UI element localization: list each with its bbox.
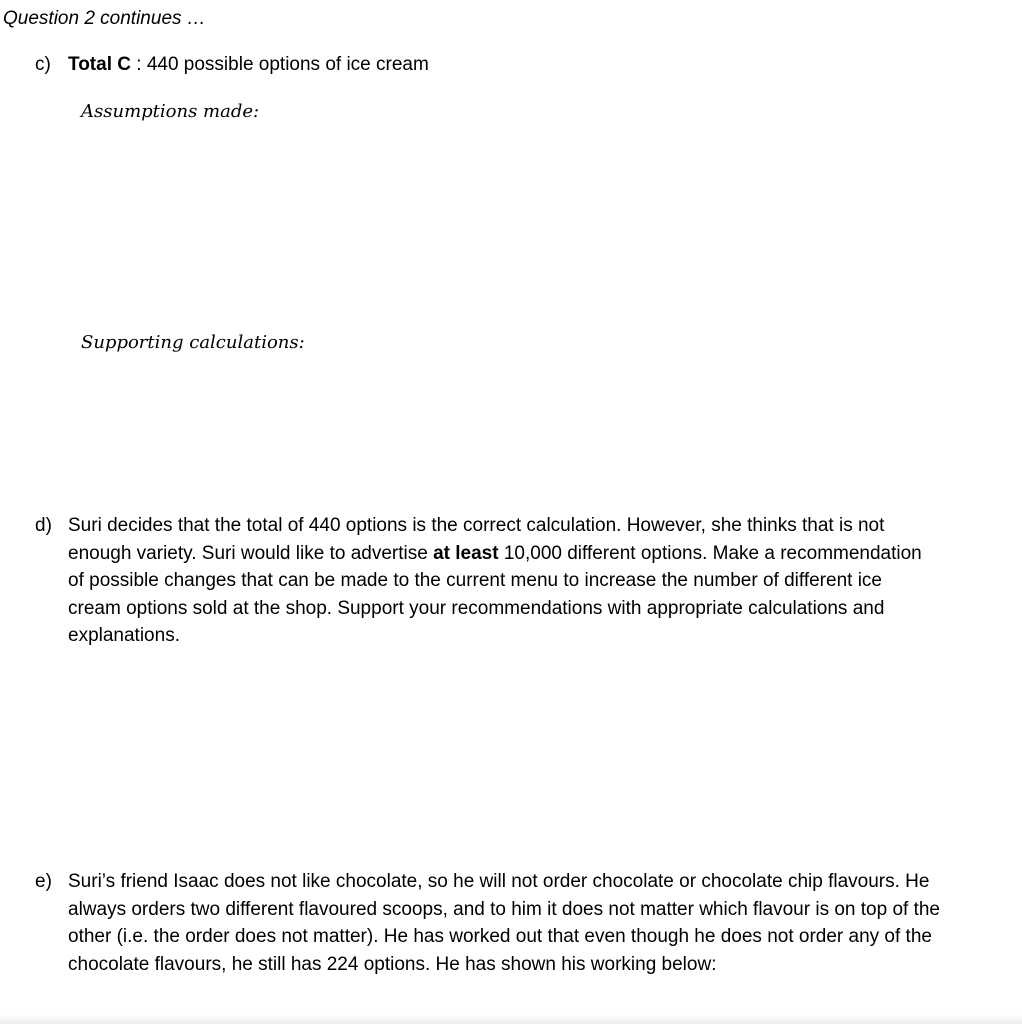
question-continues-heading: Question 2 continues … xyxy=(3,8,206,29)
part-e-label: e) xyxy=(35,871,52,892)
part-c-statement xyxy=(68,51,968,79)
part-d-statement xyxy=(68,512,938,650)
part-c-text: : 440 possible options of ice cream xyxy=(130,54,429,75)
part-d-text-after: 10,000 different options. Make a recommendation of possible changes that can be made to the current menu to increase the number of different ice cream options sold at the shop. Support your recommendations with appropriate calculations and explanations. xyxy=(68,542,922,646)
part-d-bold-at-least: at least xyxy=(433,542,499,564)
part-e-statement: Suri’s friend Isaac does not like chocolate, so he will not order chocolate or chocolate chip flavours. He always orders two different flavoured scoops, and to him it does not matter which flavour is on top of the other (i.e. the order does not matter). He has worked out that even though he does not order any of the chocolate flavours, he still has 224 options. He has shown his working below: xyxy=(68,871,940,975)
supporting-calculations-label: Supporting calculations: xyxy=(81,332,305,353)
part-d-text-before: Suri decides that the total of 440 options is the correct calculation. However, she thinks that is not enough variety. Suri would like to advertise xyxy=(68,515,885,564)
assumptions-made-label: Assumptions made: xyxy=(81,101,260,122)
part-c-label: c) xyxy=(35,54,51,75)
page-bottom-edge xyxy=(0,1014,1022,1024)
part-d-label: d) xyxy=(35,515,52,536)
part-c-bold-total: Total C xyxy=(68,54,131,75)
